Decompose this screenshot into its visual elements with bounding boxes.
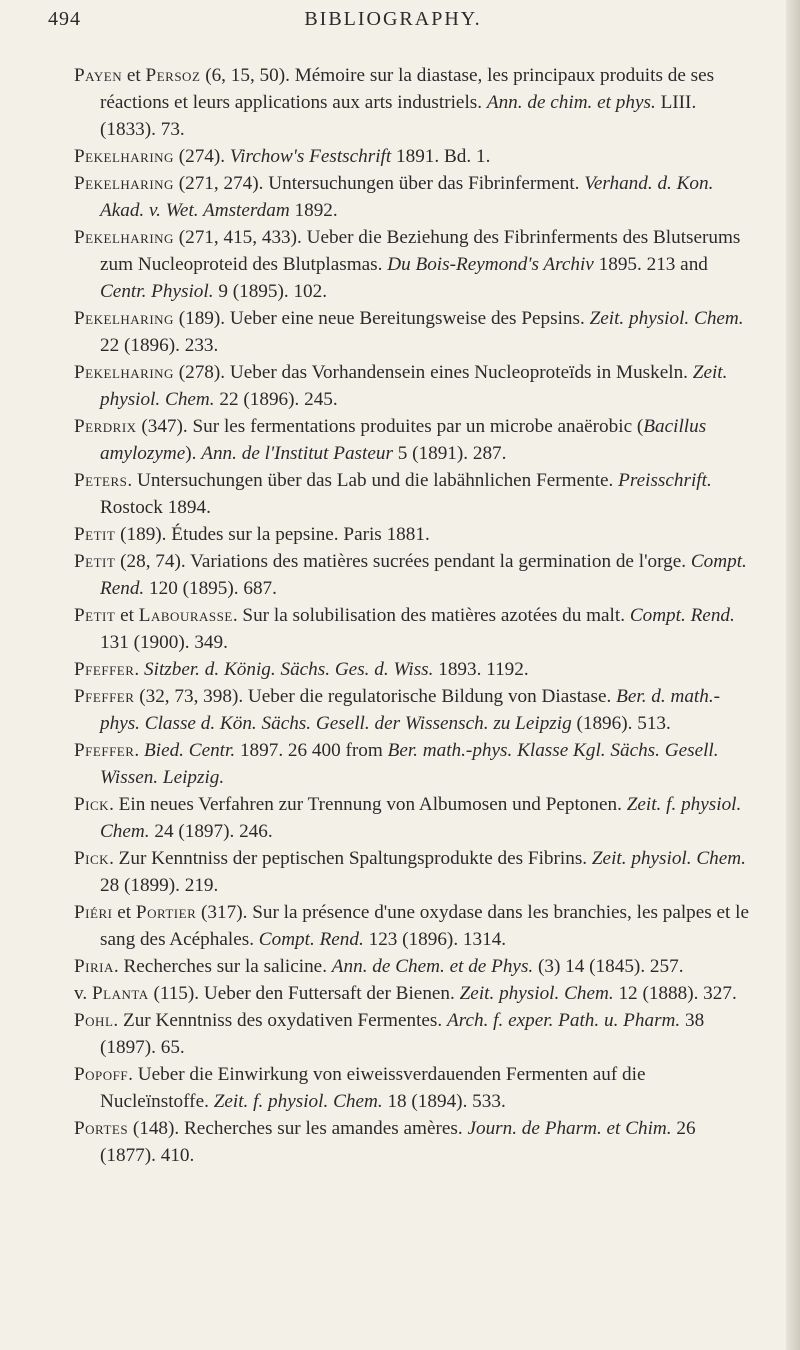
entry-text: . Sur la solubilisation des matières azotées du malt. bbox=[232, 605, 630, 626]
entry-source: Zeit. physiol. Chem. bbox=[591, 848, 746, 869]
entry-text: 5 (1891). 287. bbox=[392, 443, 507, 464]
entry-text: (32, 73, 398). Ueber die regulatorische Bildung von Diastase. bbox=[134, 686, 617, 707]
entry-text: (3) 14 (1845). 257. bbox=[533, 956, 684, 977]
bibliography-entry bbox=[74, 737, 750, 791]
entry-text: Rostock 1894. bbox=[100, 497, 211, 518]
bibliography-entry bbox=[74, 791, 750, 845]
entry-source: Centr. Physiol. bbox=[100, 281, 214, 302]
entry-text: 28 (1899). 219. bbox=[100, 875, 219, 896]
page-header bbox=[48, 8, 738, 40]
bibliography-entry bbox=[74, 305, 750, 359]
entry-text: . Zur Kenntniss der peptischen Spaltungsprodukte des Fibrins. bbox=[109, 848, 592, 869]
entry-author: Popoff bbox=[74, 1064, 129, 1085]
entry-author: Pekelharing bbox=[74, 362, 174, 383]
entry-author: Portier bbox=[135, 902, 197, 923]
bibliography-entry bbox=[74, 953, 750, 980]
entry-author: Pfeffer bbox=[74, 659, 135, 680]
entry-text: v. bbox=[74, 983, 92, 1004]
entry-author: Pekelharing bbox=[74, 227, 174, 248]
entry-source: Compt. Rend. bbox=[629, 605, 735, 626]
entry-text: . bbox=[134, 740, 145, 761]
entry-text: . Ueber die Einwirkung von eiweissverdauenden Fermenten auf die Nucleïnstoffe. bbox=[100, 1064, 646, 1112]
entry-text: (189). Études sur la pepsine. Paris 1881. bbox=[115, 524, 430, 545]
entry-author: Piéri bbox=[74, 902, 113, 923]
entry-text: et bbox=[112, 902, 136, 923]
entry-author: Persoz bbox=[145, 65, 201, 86]
bibliography-entry bbox=[74, 899, 750, 953]
bibliography-entry bbox=[74, 602, 750, 656]
entry-text: (317). Sur la présence d'une oxydase dans les branchies, les palpes et le sang des Acéphales. bbox=[100, 902, 750, 950]
entry-text: ). bbox=[185, 443, 202, 464]
entry-text: et bbox=[122, 65, 146, 86]
entry-text: (6, 15, 50). Mémoire sur la diastase, les principaux produits de ses réactions et leurs applications aux arts industriels. bbox=[100, 65, 715, 113]
entry-text: . Zur Kenntniss des oxydativen Fermentes. bbox=[113, 1010, 447, 1031]
bibliography-entry bbox=[74, 359, 750, 413]
entry-text: (278). Ueber das Vorhandensein eines Nucleoproteïds in Muskeln. bbox=[173, 362, 693, 383]
entry-source: Sitzber. d. König. Sächs. Ges. d. Wiss. bbox=[144, 659, 434, 680]
entry-text: (271, 274). Untersuchungen über das Fibrinferment. bbox=[173, 173, 585, 194]
entry-author: Pick bbox=[74, 848, 110, 869]
entry-text: (1896). 513. bbox=[571, 713, 671, 734]
bibliography-entry bbox=[74, 413, 750, 467]
entry-source: Ber. d. math.-phys. Classe d. Kön. Sächs. Gesell. der Wissensch. zu Leipzig bbox=[100, 686, 721, 734]
bibliography-entry bbox=[74, 548, 750, 602]
entry-text: 1897. 26 400 from bbox=[235, 740, 388, 761]
entry-source: Arch. f. exper. Path. u. Pharm. bbox=[446, 1010, 681, 1031]
entry-author: Petit bbox=[74, 605, 116, 626]
bibliography-entry bbox=[74, 656, 750, 683]
bibliography-list bbox=[74, 62, 750, 1169]
entry-text: LIII. (1833). 73. bbox=[100, 92, 697, 140]
bibliography-entry bbox=[74, 467, 750, 521]
bibliography-entry bbox=[74, 521, 750, 548]
entry-text: . Ein neues Verfahren zur Trennung von Albumosen und Peptonen. bbox=[109, 794, 627, 815]
bibliography-entry bbox=[74, 845, 750, 899]
entry-source: Zeit. f. physiol. Chem. bbox=[100, 794, 742, 842]
entry-text: 1895. 213 and bbox=[593, 254, 708, 275]
entry-source: Zeit. physiol. Chem. bbox=[100, 362, 728, 410]
entry-author: Pekelharing bbox=[74, 146, 174, 167]
entry-text: 12 (1888). 327. bbox=[613, 983, 737, 1004]
bibliography-entry bbox=[74, 224, 750, 305]
bibliography-entry bbox=[74, 62, 750, 143]
entry-author: Pick bbox=[74, 794, 110, 815]
entry-source: Zeit. physiol. Chem. bbox=[589, 308, 744, 329]
entry-source: Compt. Rend. bbox=[258, 929, 364, 950]
entry-text: (28, 74). Variations des matières sucrées pendant la germination de l'orge. bbox=[115, 551, 691, 572]
entry-author: Portes bbox=[74, 1118, 129, 1139]
entry-author: Perdrix bbox=[74, 416, 137, 437]
entry-source: Zeit. f. physiol. Chem. bbox=[213, 1091, 383, 1112]
entry-text: 123 (1896). 1314. bbox=[363, 929, 507, 950]
entry-text: . bbox=[134, 659, 145, 680]
bibliography-entry bbox=[74, 143, 750, 170]
entry-text: et bbox=[115, 605, 139, 626]
entry-author: Pfeffer bbox=[74, 740, 135, 761]
entry-text: (189). Ueber eine neue Bereitungsweise des Pepsins. bbox=[173, 308, 590, 329]
entry-source: Bacillus amylozyme bbox=[100, 416, 707, 464]
entry-author: Pekelharing bbox=[74, 173, 174, 194]
entry-author: Peters bbox=[74, 470, 128, 491]
bibliography-entry bbox=[74, 1061, 750, 1115]
entry-text: (274). bbox=[173, 146, 230, 167]
entry-text: . Untersuchungen über das Lab und die labähnlichen Fermente. bbox=[127, 470, 619, 491]
page-number: 494 bbox=[48, 8, 81, 30]
entry-author: Labourasse bbox=[138, 605, 233, 626]
entry-author: Pfeffer bbox=[74, 686, 135, 707]
entry-source: Compt. Rend. bbox=[100, 551, 747, 599]
entry-text: 1892. bbox=[289, 200, 338, 221]
running-title: BIBLIOGRAPHY. bbox=[304, 8, 482, 30]
entry-text: (271, 415, 433). Ueber die Beziehung des Fibrinferments des Blutserums zum Nucleoproteid des Blutplasmas. bbox=[100, 227, 741, 275]
entry-source: Ann. de Chem. et de Phys. bbox=[331, 956, 534, 977]
entry-text: . Recherches sur la salicine. bbox=[113, 956, 332, 977]
entry-source: Zeit. physiol. Chem. bbox=[459, 983, 614, 1004]
entry-source: Virchow's Festschrift bbox=[229, 146, 392, 167]
entry-text: (347). Sur les fermentations produites par un microbe anaërobic ( bbox=[136, 416, 644, 437]
bibliography-entry bbox=[74, 1115, 750, 1169]
entry-author: Payen bbox=[74, 65, 123, 86]
entry-text: 1891. Bd. 1. bbox=[391, 146, 491, 167]
entry-source: Ann. de chim. et phys. bbox=[486, 92, 656, 113]
entry-source: Bied. Centr. bbox=[144, 740, 236, 761]
entry-text: (148). Recherches sur les amandes amères. bbox=[128, 1118, 468, 1139]
entry-author: Petit bbox=[74, 551, 116, 572]
bibliography-entry bbox=[74, 683, 750, 737]
entry-text: 24 (1897). 246. bbox=[149, 821, 273, 842]
entry-author: Planta bbox=[91, 983, 149, 1004]
entry-text: 9 (1895). 102. bbox=[213, 281, 328, 302]
bibliography-entry bbox=[74, 1007, 750, 1061]
entry-source: Du Bois-Reymond's Archiv bbox=[387, 254, 594, 275]
entry-source: Preisschrift. bbox=[618, 470, 712, 491]
entry-author: Piria bbox=[74, 956, 114, 977]
entry-author: Pohl bbox=[74, 1010, 114, 1031]
entry-text: 120 (1895). 687. bbox=[144, 578, 277, 599]
entry-text: 18 (1894). 533. bbox=[382, 1091, 506, 1112]
entry-text: 131 (1900). 349. bbox=[100, 632, 228, 653]
entry-source: Verhand. d. Kon. Akad. v. Wet. Amsterdam bbox=[100, 173, 714, 221]
entry-source: Journ. de Pharm. et Chim. bbox=[467, 1118, 672, 1139]
entry-text: 1893. 1192. bbox=[433, 659, 529, 680]
bibliography-entry bbox=[74, 980, 750, 1007]
entry-text: 22 (1896). 245. bbox=[214, 389, 338, 410]
entry-text: 26 (1877). 410. bbox=[100, 1118, 696, 1166]
entry-text: 38 (1897). 65. bbox=[100, 1010, 705, 1058]
page-edge bbox=[786, 0, 800, 1350]
entry-author: Petit bbox=[74, 524, 116, 545]
bibliography-entry bbox=[74, 170, 750, 224]
entry-text: 22 (1896). 233. bbox=[100, 335, 219, 356]
entry-source: Ann. de l'Institut Pasteur bbox=[201, 443, 393, 464]
entry-author: Pekelharing bbox=[74, 308, 174, 329]
entry-source: Ber. math.-phys. Klasse Kgl. Sächs. Gesell. Wissen. Leipzig. bbox=[100, 740, 719, 788]
entry-text: (115). Ueber den Futtersaft der Bienen. bbox=[148, 983, 460, 1004]
